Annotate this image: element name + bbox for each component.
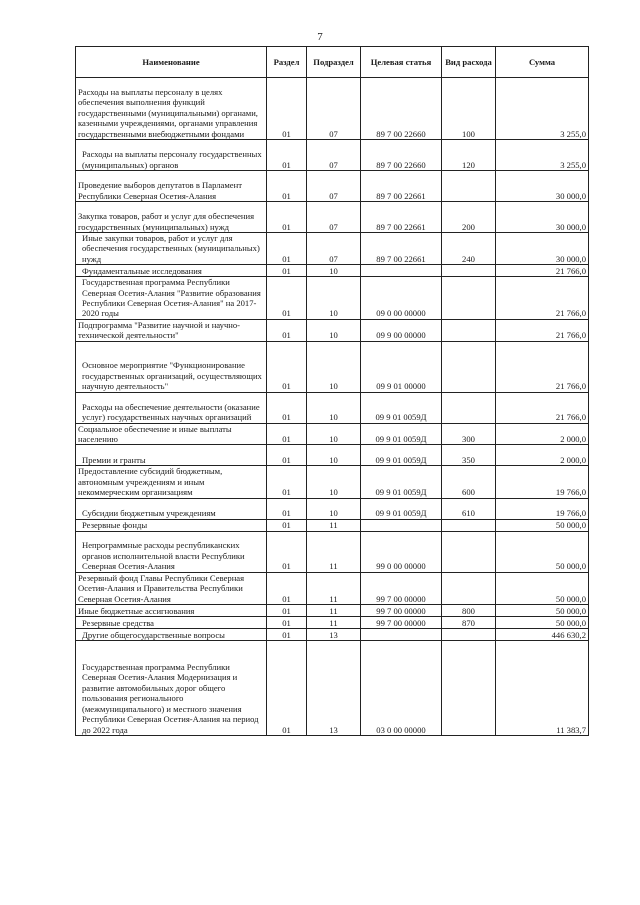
table-row bbox=[76, 531, 589, 572]
cell-kind bbox=[442, 277, 496, 320]
cell-subsection: 10 bbox=[307, 392, 361, 423]
cell-sum: 446 630,2 bbox=[496, 628, 589, 640]
cell-sum: 21 766,0 bbox=[496, 392, 589, 423]
table-row bbox=[76, 171, 589, 202]
cell-name: Иные бюджетные ассигнования bbox=[76, 604, 267, 616]
cell-name: Иные закупки товаров, работ и услуг для обеспечения государственных (муниципальных) нужд bbox=[76, 233, 267, 265]
cell-name: Государственная программа Республики Северная Осетия-Алания "Развитие образования Республики Северная Осетия-Алания" на 2017-2020 годы bbox=[76, 277, 267, 320]
cell-target: 09 9 01 0059Д bbox=[361, 466, 442, 498]
cell-sum: 50 000,0 bbox=[496, 604, 589, 616]
cell-target: 03 0 00 00000 bbox=[361, 640, 442, 735]
cell-section: 01 bbox=[267, 640, 307, 735]
cell-section: 01 bbox=[267, 466, 307, 498]
cell-sum: 21 766,0 bbox=[496, 265, 589, 277]
cell-kind: 800 bbox=[442, 604, 496, 616]
cell-name: Социальное обеспечение и иные выплаты населению bbox=[76, 423, 267, 445]
cell-kind bbox=[442, 319, 496, 341]
cell-kind bbox=[442, 640, 496, 735]
cell-target: 99 7 00 00000 bbox=[361, 572, 442, 604]
cell-target: 09 9 01 0059Д bbox=[361, 498, 442, 519]
cell-kind bbox=[442, 572, 496, 604]
table-row bbox=[76, 78, 589, 140]
page-number: 7 bbox=[317, 31, 323, 43]
cell-sum: 50 000,0 bbox=[496, 531, 589, 572]
cell-subsection: 11 bbox=[307, 519, 361, 531]
cell-kind bbox=[442, 171, 496, 202]
cell-kind: 200 bbox=[442, 202, 496, 233]
cell-subsection: 10 bbox=[307, 498, 361, 519]
cell-subsection: 11 bbox=[307, 604, 361, 616]
cell-target: 99 7 00 00000 bbox=[361, 604, 442, 616]
cell-subsection: 07 bbox=[307, 202, 361, 233]
cell-section: 01 bbox=[267, 265, 307, 277]
cell-name: Подпрограмма "Развитие научной и научно-технической деятельности" bbox=[76, 319, 267, 341]
cell-target: 09 9 01 0059Д bbox=[361, 423, 442, 445]
cell-name: Проведение выборов депутатов в Парламент Республики Северная Осетия-Алания bbox=[76, 171, 267, 202]
cell-sum: 30 000,0 bbox=[496, 233, 589, 265]
cell-section: 01 bbox=[267, 572, 307, 604]
table-row bbox=[76, 140, 589, 171]
cell-sum: 50 000,0 bbox=[496, 572, 589, 604]
cell-section: 01 bbox=[267, 616, 307, 628]
cell-kind bbox=[442, 531, 496, 572]
table-row bbox=[76, 628, 589, 640]
cell-target bbox=[361, 519, 442, 531]
cell-target: 09 9 01 00000 bbox=[361, 341, 442, 392]
cell-subsection: 10 bbox=[307, 265, 361, 277]
cell-section: 01 bbox=[267, 202, 307, 233]
cell-section: 01 bbox=[267, 277, 307, 320]
table-row bbox=[76, 572, 589, 604]
cell-target bbox=[361, 265, 442, 277]
cell-kind: 610 bbox=[442, 498, 496, 519]
table-row bbox=[76, 392, 589, 423]
cell-kind: 870 bbox=[442, 616, 496, 628]
table-row bbox=[76, 466, 589, 498]
cell-name: Расходы на обеспечение деятельности (оказание услуг) государственных научных организаций bbox=[76, 392, 267, 423]
cell-kind bbox=[442, 519, 496, 531]
table-row bbox=[76, 202, 589, 233]
cell-name: Фундаментальные исследования bbox=[76, 265, 267, 277]
header-target: Целевая статья bbox=[361, 47, 442, 78]
table-row bbox=[76, 341, 589, 392]
cell-sum: 30 000,0 bbox=[496, 171, 589, 202]
header-name: Наименование bbox=[76, 47, 267, 78]
cell-section: 01 bbox=[267, 140, 307, 171]
header-section: Раздел bbox=[267, 47, 307, 78]
cell-target: 89 7 00 22661 bbox=[361, 202, 442, 233]
cell-subsection: 13 bbox=[307, 640, 361, 735]
table-row bbox=[76, 445, 589, 466]
cell-name: Премии и гранты bbox=[76, 445, 267, 466]
cell-name: Субсидии бюджетным учреждениям bbox=[76, 498, 267, 519]
cell-target: 09 9 01 0059Д bbox=[361, 392, 442, 423]
cell-sum: 2 000,0 bbox=[496, 423, 589, 445]
cell-section: 01 bbox=[267, 519, 307, 531]
cell-kind: 600 bbox=[442, 466, 496, 498]
cell-name: Резервные фонды bbox=[76, 519, 267, 531]
table-row bbox=[76, 498, 589, 519]
cell-sum: 21 766,0 bbox=[496, 341, 589, 392]
cell-subsection: 10 bbox=[307, 445, 361, 466]
cell-sum: 19 766,0 bbox=[496, 498, 589, 519]
cell-section: 01 bbox=[267, 423, 307, 445]
cell-kind: 240 bbox=[442, 233, 496, 265]
cell-subsection: 10 bbox=[307, 466, 361, 498]
cell-section: 01 bbox=[267, 531, 307, 572]
cell-kind bbox=[442, 341, 496, 392]
cell-sum: 21 766,0 bbox=[496, 319, 589, 341]
cell-section: 01 bbox=[267, 445, 307, 466]
cell-sum: 2 000,0 bbox=[496, 445, 589, 466]
cell-target: 09 9 00 00000 bbox=[361, 319, 442, 341]
cell-sum: 21 766,0 bbox=[496, 277, 589, 320]
cell-subsection: 11 bbox=[307, 616, 361, 628]
cell-name: Закупка товаров, работ и услуг для обеспечения государственных (муниципальных) нужд bbox=[76, 202, 267, 233]
cell-target: 89 7 00 22660 bbox=[361, 78, 442, 140]
cell-target: 89 7 00 22660 bbox=[361, 140, 442, 171]
cell-section: 01 bbox=[267, 628, 307, 640]
cell-subsection: 11 bbox=[307, 531, 361, 572]
cell-target: 09 9 01 0059Д bbox=[361, 445, 442, 466]
cell-subsection: 07 bbox=[307, 233, 361, 265]
cell-kind bbox=[442, 392, 496, 423]
header-subsection: Подраздел bbox=[307, 47, 361, 78]
cell-subsection: 07 bbox=[307, 140, 361, 171]
cell-section: 01 bbox=[267, 392, 307, 423]
cell-subsection: 10 bbox=[307, 423, 361, 445]
table-row bbox=[76, 319, 589, 341]
cell-subsection: 07 bbox=[307, 78, 361, 140]
cell-section: 01 bbox=[267, 341, 307, 392]
cell-kind bbox=[442, 628, 496, 640]
cell-section: 01 bbox=[267, 319, 307, 341]
cell-name: Государственная программа Республики Северная Осетия-Алания Модернизация и развитие автомобильных дорог общего пользования регионального (межмуниципального) и местного значения Республики Северная Осетия-Алания на период до 2022 года bbox=[76, 640, 267, 735]
cell-name: Резервный фонд Главы Республики Северная Осетия-Алания и Правительства Республики Северная Осетия-Алания bbox=[76, 572, 267, 604]
cell-sum: 3 255,0 bbox=[496, 140, 589, 171]
header-sum: Сумма bbox=[496, 47, 589, 78]
cell-subsection: 11 bbox=[307, 572, 361, 604]
cell-section: 01 bbox=[267, 78, 307, 140]
cell-name: Расходы на выплаты персоналу в целях обеспечения выполнения функций государственными (муниципальными) органами, казенными учреждениями, органами управления государственными внебюджетными фондами bbox=[76, 78, 267, 140]
cell-name: Другие общегосударственные вопросы bbox=[76, 628, 267, 640]
cell-sum: 19 766,0 bbox=[496, 466, 589, 498]
cell-sum: 50 000,0 bbox=[496, 519, 589, 531]
table-row bbox=[76, 265, 589, 277]
cell-section: 01 bbox=[267, 171, 307, 202]
cell-name: Непрограммные расходы республиканских органов исполнительной власти Республики Северная Осетия-Алания bbox=[76, 531, 267, 572]
cell-target: 89 7 00 22661 bbox=[361, 171, 442, 202]
cell-kind: 300 bbox=[442, 423, 496, 445]
cell-subsection: 10 bbox=[307, 319, 361, 341]
cell-section: 01 bbox=[267, 233, 307, 265]
cell-name: Предоставление субсидий бюджетным, автономным учреждениям и иным некоммерческим организациям bbox=[76, 466, 267, 498]
table-row bbox=[76, 519, 589, 531]
table-row bbox=[76, 640, 589, 735]
cell-subsection: 10 bbox=[307, 277, 361, 320]
cell-kind: 120 bbox=[442, 140, 496, 171]
cell-sum: 30 000,0 bbox=[496, 202, 589, 233]
table-row bbox=[76, 277, 589, 320]
cell-subsection: 13 bbox=[307, 628, 361, 640]
cell-kind bbox=[442, 265, 496, 277]
cell-target: 99 7 00 00000 bbox=[361, 616, 442, 628]
cell-name: Основное мероприятие "Функционирование государственных организаций, осуществляющих научную деятельность" bbox=[76, 341, 267, 392]
budget-table bbox=[75, 46, 589, 736]
table-row bbox=[76, 604, 589, 616]
cell-kind: 350 bbox=[442, 445, 496, 466]
cell-kind: 100 bbox=[442, 78, 496, 140]
cell-name: Расходы на выплаты персоналу государственных (муниципальных) органов bbox=[76, 140, 267, 171]
cell-sum: 50 000,0 bbox=[496, 616, 589, 628]
cell-subsection: 10 bbox=[307, 341, 361, 392]
cell-name: Резервные средства bbox=[76, 616, 267, 628]
header-kind: Вид расхода bbox=[442, 47, 496, 78]
cell-section: 01 bbox=[267, 604, 307, 616]
cell-target: 99 0 00 00000 bbox=[361, 531, 442, 572]
cell-sum: 11 383,7 bbox=[496, 640, 589, 735]
cell-target bbox=[361, 628, 442, 640]
cell-subsection: 07 bbox=[307, 171, 361, 202]
cell-target: 09 0 00 00000 bbox=[361, 277, 442, 320]
table-row bbox=[76, 233, 589, 265]
cell-sum: 3 255,0 bbox=[496, 78, 589, 140]
cell-section: 01 bbox=[267, 498, 307, 519]
table-row bbox=[76, 423, 589, 445]
cell-target: 89 7 00 22661 bbox=[361, 233, 442, 265]
table-row bbox=[76, 616, 589, 628]
table-header-row bbox=[76, 47, 589, 78]
